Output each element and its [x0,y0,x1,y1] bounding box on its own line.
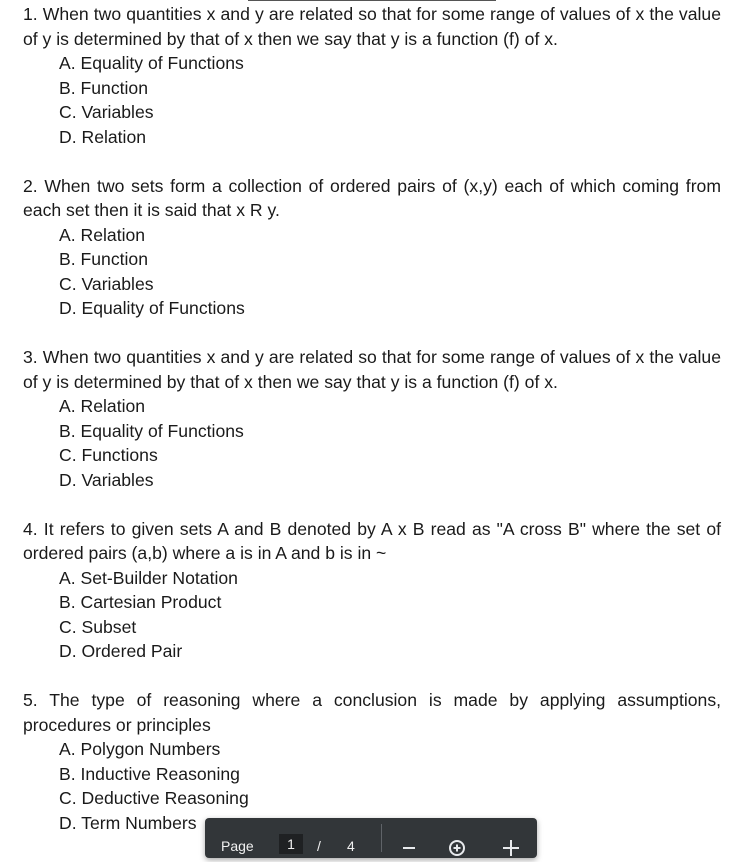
option-a: A. Relation [59,224,146,245]
options-list [23,51,721,149]
option-c: C. Deductive Reasoning [59,788,249,808]
page-label: Page [221,838,254,854]
question-1 [23,2,721,149]
question-text: 1. When two quantities x and y are related so that for some range of values of x the value of y is determined by that of x then we say that y is a function (f) of x. [23,4,721,49]
option-b: B. Function [59,249,148,269]
top-rule [248,0,496,1]
option-b: B. Inductive Reasoning [59,763,240,784]
option-c: C. Functions [59,445,158,465]
option-a: A. Polygon Numbers [59,739,221,759]
question-3 [23,345,721,492]
option-d: D. Ordered Pair [59,641,183,661]
zoom-fit-icon [448,839,466,857]
option-d: D. Equality of Functions [59,298,245,318]
option-c: C. Subset [59,616,137,637]
document-page [23,2,721,860]
question-4 [23,517,721,664]
option-c: C. Variables [59,273,154,294]
question-2 [23,174,721,321]
zoom-out-button[interactable] [395,834,423,862]
option-a: A. Set-Builder Notation [59,567,238,588]
minus-icon [401,840,417,856]
question-text: 4. It refers to given sets A and B denoted by A x B read as "A cross B" where the set of ordered pairs (a,b) where a is in A and b is in ~ [23,518,721,563]
zoom-fit-button[interactable] [443,834,471,862]
plus-icon [502,839,520,857]
option-b: B. Equality of Functions [59,420,244,441]
question-text: 3. When two quantities x and y are related so that for some range of values of x the value of y is determined by that of x then we say that y is a function (f) of x. [23,347,721,392]
page-number-input[interactable] [279,834,303,854]
option-c: C. Variables [59,102,154,122]
options-list [23,566,721,664]
options-list [23,394,721,492]
question-text: 2. When two sets form a collection of ordered pairs of (x,y) each of which coming from each set then it is said that x R y. [23,175,721,220]
options-list [23,223,721,321]
option-d: D. Variables [59,469,154,490]
option-a: A. Relation [59,396,146,416]
question-5 [23,688,721,835]
question-text: 5. The type of reasoning where a conclusion is made by applying assumptions, procedures or principles [23,690,721,735]
option-d: D. Term Numbers [59,812,197,833]
pdf-viewer-toolbar [205,818,537,858]
option-b: B. Cartesian Product [59,592,222,612]
total-pages: 4 [347,838,355,854]
page-separator: / [317,838,321,854]
option-d: D. Relation [59,126,147,147]
option-b: B. Function [59,77,148,98]
zoom-in-button[interactable] [497,834,525,862]
toolbar-divider [381,824,382,852]
option-a: A. Equality of Functions [59,53,244,73]
